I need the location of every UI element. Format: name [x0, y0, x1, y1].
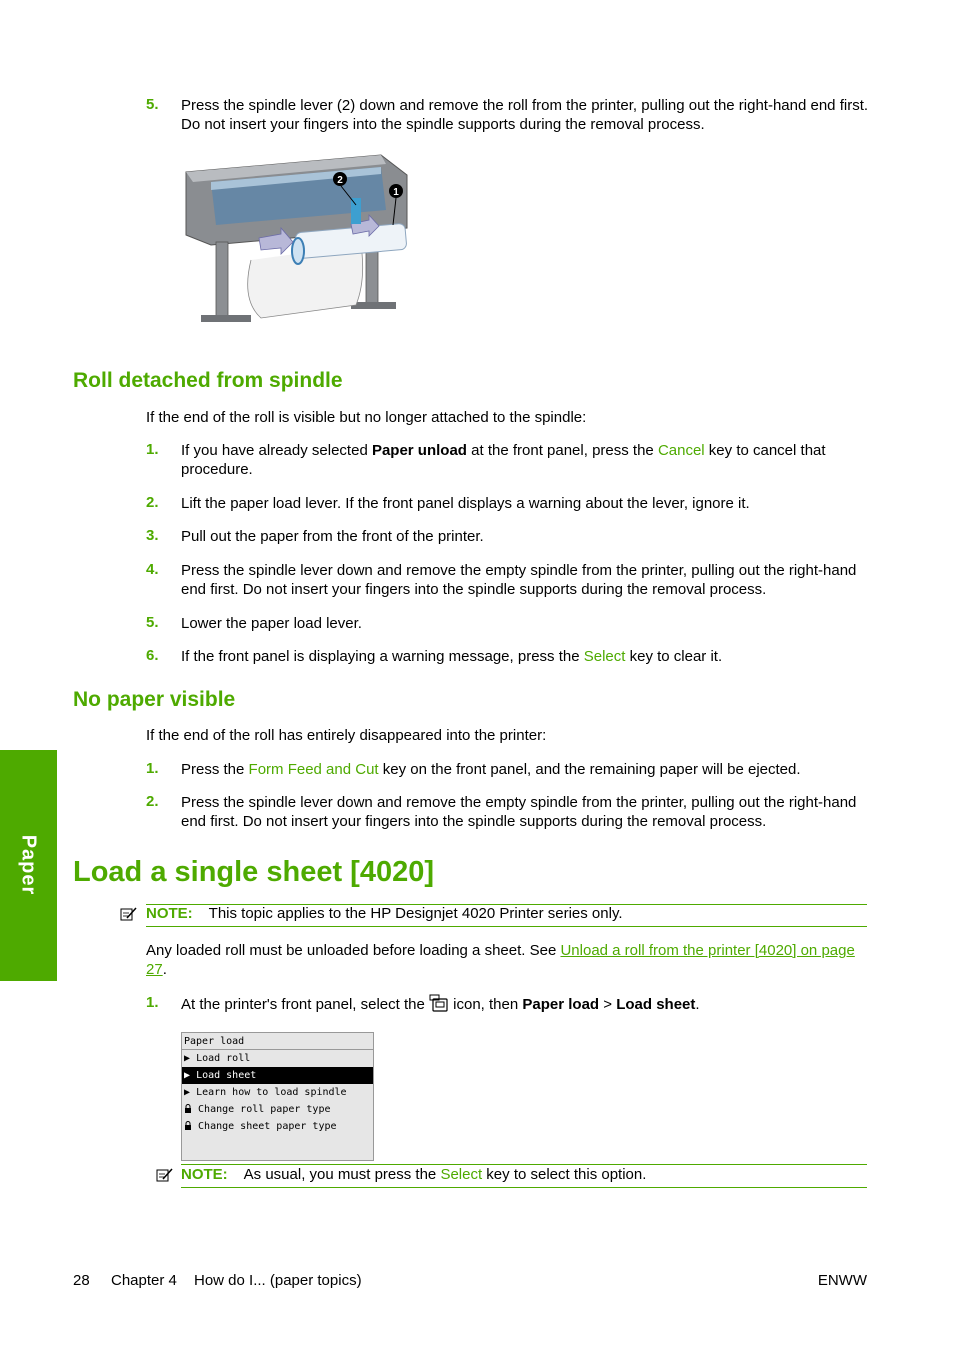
- step-text: Press the spindle lever down and remove the empty spindle from the printer, pulling out the right-hand end first. Do not insert your fingers into the spindle supports during the removal process.: [181, 794, 857, 830]
- unload-roll-link[interactable]: Unload a roll from the printer [4020] on page 27: [146, 942, 855, 978]
- step-number: 5.: [146, 96, 159, 113]
- section-intro: If the end of the roll is visible but no longer attached to the spindle:: [146, 409, 587, 426]
- step-text: Lower the paper load lever.: [181, 615, 362, 632]
- note-rule-bottom: [146, 926, 867, 927]
- step-number: 2.: [146, 793, 159, 810]
- chapter-side-tab: [0, 750, 57, 981]
- step-number: 1.: [146, 441, 159, 458]
- front-panel-display: [181, 1032, 374, 1161]
- lcd-menu-item-load-sheet[interactable]: ▶ Load sheet: [182, 1067, 373, 1084]
- note-icon: [156, 1167, 174, 1183]
- step-text: At the printer's front panel, select the icon, then Paper load > Load sheet.: [181, 996, 700, 1013]
- paper-menu-icon: [429, 994, 449, 1013]
- note-rule-bottom: [181, 1187, 867, 1188]
- callout-1-label: 1: [393, 187, 399, 198]
- lock-icon: [184, 1104, 192, 1113]
- section-heading-no-paper: No paper visible: [73, 688, 236, 711]
- select-key-label: Select: [583, 648, 626, 665]
- arrow-right-icon: ▶: [184, 1053, 191, 1064]
- side-tab-label: Paper: [17, 834, 40, 896]
- callout-2-label: 2: [337, 175, 343, 186]
- page-number: 28: [73, 1272, 90, 1289]
- section-heading-roll-detached: Roll detached from spindle: [73, 369, 343, 392]
- step-text: If you have already selected Paper unload at the front panel, press the Cancel key to cancel that procedure.: [181, 442, 826, 478]
- section-paragraph: Any loaded roll must be unloaded before loading a sheet. See Unload a roll from the printer [4020] on page 27.: [146, 942, 855, 978]
- step-text: If the front panel is displaying a warning message, press the Select key to clear it.: [181, 648, 723, 665]
- cancel-key-label: Cancel: [657, 442, 705, 459]
- step-text: Press the spindle lever down and remove the empty spindle from the printer, pulling out the right-hand end first. Do not insert your fingers into the spindle supports during the removal process.: [181, 562, 857, 598]
- lcd-menu-item-learn-spindle[interactable]: ▶ Learn how to load spindle: [184, 1087, 347, 1098]
- footer-chapter-title: How do I... (paper topics): [194, 1272, 362, 1289]
- footer-chapter: Chapter 4: [111, 1272, 177, 1289]
- step-number: 1.: [146, 760, 159, 777]
- step-text: Press the spindle lever (2) down and remove the roll from the printer, pulling out the right-hand end first. Do not insert your fingers into the spindle supports during the removal process.: [181, 97, 869, 133]
- step-number: 6.: [146, 647, 159, 664]
- step-number: 1.: [146, 994, 159, 1011]
- step-number: 4.: [146, 561, 159, 578]
- step-text: Lift the paper load lever. If the front panel displays a warning about the lever, ignore it.: [181, 495, 750, 512]
- step-number: 3.: [146, 527, 159, 544]
- step-number: 2.: [146, 494, 159, 511]
- note-text: NOTE: As usual, you must press the Select key to select this option.: [181, 1166, 647, 1183]
- footer-doc-code: ENWW: [817, 1272, 867, 1289]
- select-key-label: Select: [440, 1166, 483, 1183]
- lock-icon: [184, 1121, 192, 1130]
- lcd-title: Paper load: [182, 1033, 373, 1050]
- step-text: Pull out the paper from the front of the printer.: [181, 528, 484, 545]
- lcd-menu-item-load-roll[interactable]: ▶ Load roll: [184, 1053, 251, 1064]
- form-feed-key-label: Form Feed and Cut: [248, 761, 379, 778]
- note-text: NOTE: This topic applies to the HP Designjet 4020 Printer series only.: [146, 905, 623, 922]
- lcd-menu-item-change-roll-type[interactable]: Change roll paper type: [182, 1101, 373, 1118]
- note-icon: [120, 906, 138, 922]
- page-title: Load a single sheet [4020]: [73, 856, 435, 888]
- step-text: Press the Form Feed and Cut key on the front panel, and the remaining paper will be ejected.: [181, 761, 801, 778]
- arrow-right-icon: ▶: [184, 1070, 191, 1081]
- section-intro: If the end of the roll has entirely disappeared into the printer:: [146, 727, 547, 744]
- step-number: 5.: [146, 614, 159, 631]
- printer-illustration: [181, 150, 413, 335]
- arrow-right-icon: ▶: [184, 1087, 191, 1098]
- lcd-menu-item-change-sheet-type[interactable]: Change sheet paper type: [182, 1118, 373, 1135]
